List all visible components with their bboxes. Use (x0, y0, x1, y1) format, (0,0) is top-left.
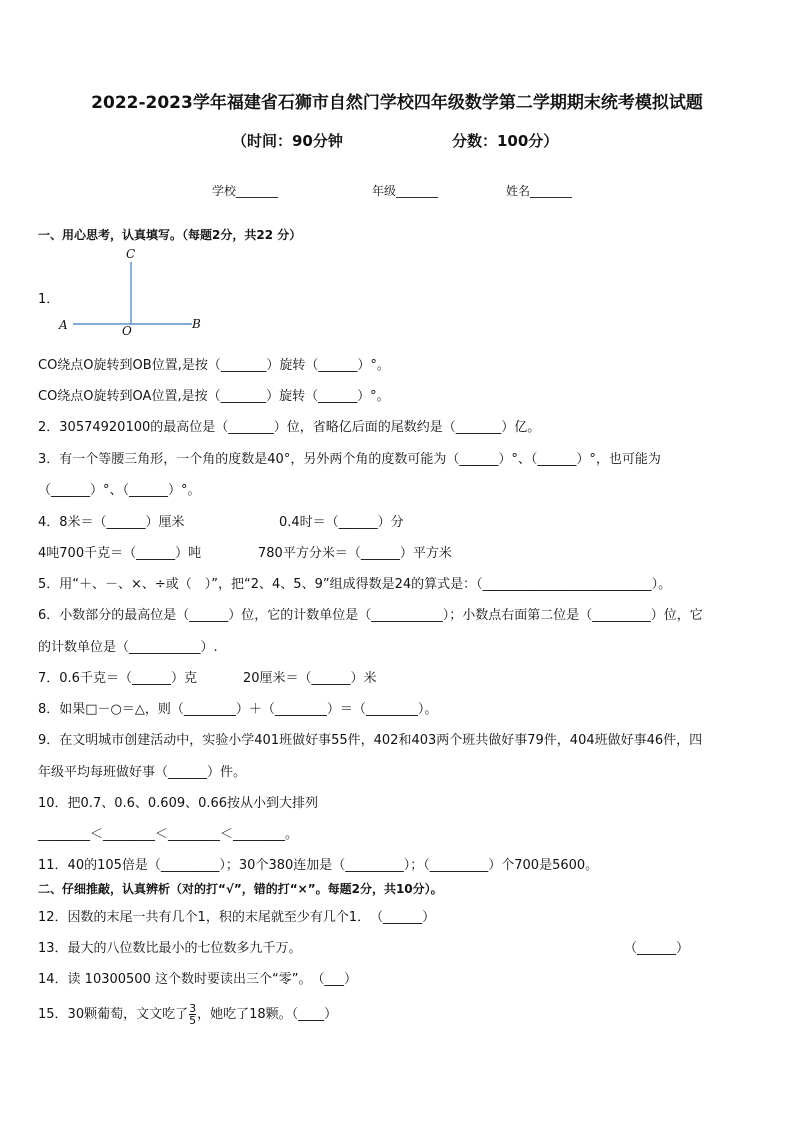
q13: 13．最大的八位数比最小的七位数多九千万。 (38, 941, 302, 956)
q11: 11．40的105倍是（_________）；30个380连加是（_________）；（_________）个700是5600。 (38, 858, 599, 873)
q3-line-2: （______）°、（______）°。 (38, 483, 201, 498)
q10-line-2: ________＜________＜________＜________。 (38, 827, 299, 842)
exam-time: （时间：90分钟 (232, 132, 343, 150)
q4-right-1: 0.4时＝（______）分 (279, 515, 404, 530)
name-field: 姓名_______ (506, 184, 573, 198)
exam-score: 分数：100分） (452, 132, 559, 150)
q6-line-1: 6．小数部分的最高位是（______）位，它的计数单位是（___________）；小数点右面第二位是（_________）位，它 (38, 608, 703, 623)
q6-line-2: 的计数单位是（___________）. (38, 640, 218, 655)
section-2-heading: 二、仔细推敲，认真辨析（对的打“√”，错的打“×”。每题2分，共10分）。 (38, 882, 443, 896)
q1-line-1: CO绕点O旋转到OB位置,是按（_______）旋转（______）°。 (38, 358, 390, 373)
q1-line-2: CO绕点O旋转到OA位置,是按（_______）旋转（______）°。 (38, 389, 390, 404)
q5: 5．用“＋、－、×、÷或（ ）”，把“2、4、5、9”组成得数是24的算式是：（__________________________）。 (38, 577, 672, 592)
q15 (38, 1003, 337, 1026)
fraction-numerator: 3 (189, 1002, 197, 1015)
grade-field: 年级_______ (372, 184, 439, 198)
q4-left-1: 4．8米＝（______）厘米 (38, 515, 185, 530)
q1-number: 1． (38, 292, 60, 307)
school-field: 学校_______ (212, 184, 279, 198)
q4-right-2: 780平方分米＝（______）平方米 (258, 546, 452, 561)
label-a: A (59, 318, 68, 332)
q14: 14．读 10300500 这个数时要读出三个“零”。 （___） (38, 972, 357, 987)
q9-line-1: 9．在文明城市创建活动中，实验小学401班做好事55件，402和403两个班共做好事79件，404班做好事46件，四 (38, 733, 703, 748)
q7-right: 20厘米＝（______）米 (243, 671, 377, 686)
label-o: O (122, 324, 132, 338)
q2: 2．30574920100的最高位是（_______）位，省略亿后面的尾数约是（_______）亿。 (38, 420, 541, 435)
q7-left: 7．0.6千克＝（______）克 (38, 671, 197, 686)
q13-answer-blank: （______） (624, 941, 690, 956)
q9-line-2: 年级平均每班做好事（______）件。 (38, 765, 247, 780)
q12: 12．因数的末尾一共有几个1，积的末尾就至少有几个1． （______） (38, 910, 436, 925)
label-c: C (126, 247, 136, 261)
q15-text-pre: 15．30颗葡萄，文文吃了 (38, 1007, 189, 1022)
q3-line-1: 3．有一个等腰三角形，一个角的度数是40°，另外两个角的度数可能为（______）°、（______）°，也可能为 (38, 452, 661, 467)
page-title: 2022-2023学年福建省石狮市自然门学校四年级数学第二学期期末统考模拟试题 (91, 93, 703, 113)
rotation-diagram (55, 245, 215, 340)
fraction-three-fifths (189, 1003, 196, 1026)
q4-left-2: 4吨700千克＝（______）吨 (38, 546, 202, 561)
label-b: B (192, 317, 201, 331)
fraction-denominator: 5 (189, 1014, 197, 1027)
q10-line-1: 10．把0.7、0.6、0.609、0.66按从小到大排列 (38, 796, 319, 811)
q15-text-post: ，她吃了18颗。（____） (197, 1007, 338, 1022)
q8: 8．如果□－○＝△，则（________）＋（________）＝（________）。 (38, 702, 438, 717)
section-1-heading: 一、用心思考，认真填写。（每题2分，共22 分） (38, 228, 302, 242)
